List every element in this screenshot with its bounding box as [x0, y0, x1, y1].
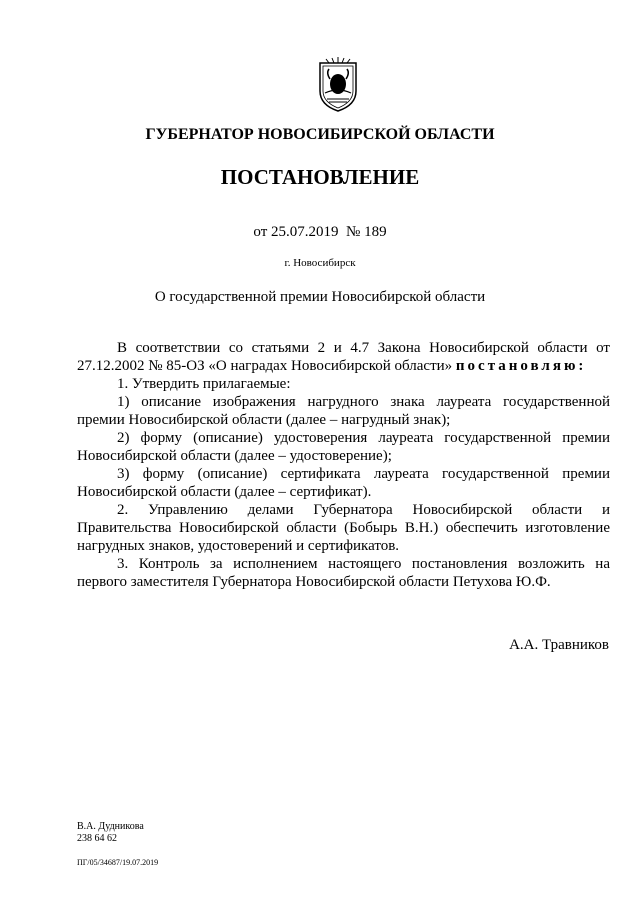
document-body [77, 339, 610, 591]
item-1-1: 1) описание изображения нагрудного знака лауреата государственной премии Новосибирской области (далее – нагрудный знак); [77, 394, 610, 428]
item-1: 1. Утвердить прилагаемые: [117, 376, 291, 392]
decree-word: постановляю: [455, 358, 587, 374]
number-prefix: № [346, 224, 361, 240]
item-1-3: 3) форму (описание) сертификата лауреата государственной премии Новосибирской области (далее – сертификат). [77, 466, 610, 500]
document-date: 25.07.2019 [271, 224, 339, 240]
document-number: 189 [364, 224, 387, 240]
document-date-number [0, 224, 640, 241]
issuer-title: ГУБЕРНАТОР НОВОСИБИРСКОЙ ОБЛАСТИ [145, 126, 495, 143]
reference-code: ПГ/05/34687/19.07.2019 [77, 858, 159, 867]
preamble [77, 339, 610, 375]
document-subject: О государственной премии Новосибирской области [154, 289, 486, 305]
date-prefix: от [253, 224, 268, 240]
executor-name: В.А. Дудникова [77, 821, 144, 832]
executor-phone: 238 64 62 [77, 833, 117, 844]
item-2: 2. Управлению делами Губернатора Новосибирской области и Правительства Новосибирской области (Бобырь В.Н.) обеспечить изготовление нагрудных знаков, удостоверений и сертификатов. [77, 502, 610, 554]
document-type: ПОСТАНОВЛЕНИЕ [220, 165, 420, 189]
item-1-2: 2) форму (описание) удостоверения лауреата государственной премии Новосибирской области (далее – удостоверение); [77, 430, 610, 464]
preamble-text: В соответствии со статьями 2 и 4.7 Закона Новосибирской области от 27.12.2002 № 85-ОЗ «О наградах Новосибирской области» [77, 340, 610, 374]
issue-city: г. Новосибирск [284, 257, 356, 269]
coat-of-arms-icon [317, 57, 359, 113]
signature: А.А. Травников [509, 637, 609, 653]
item-3: 3. Контроль за исполнением настоящего постановления возложить на первого заместителя Губернатора Новосибирской области Петухова Ю.Ф. [77, 556, 610, 590]
